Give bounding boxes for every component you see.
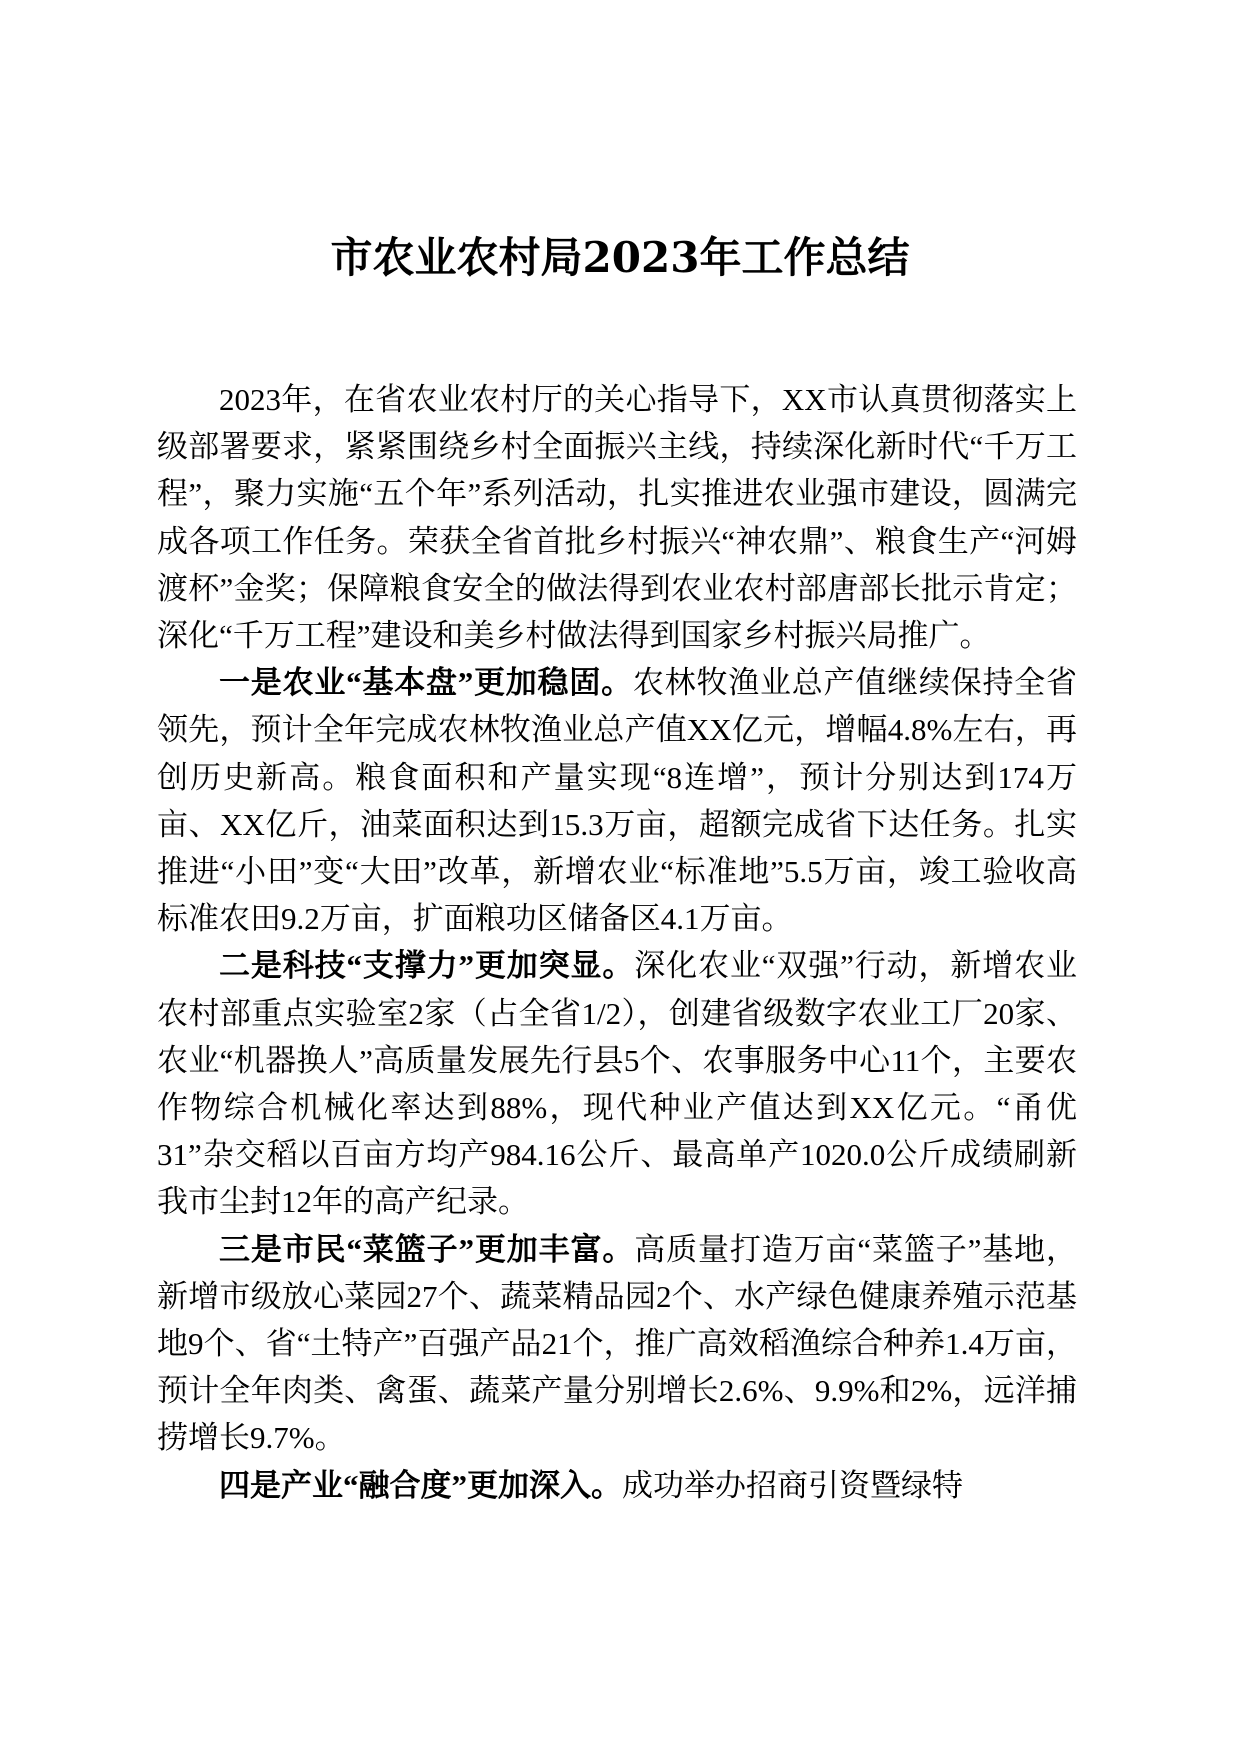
paragraph-lead: 一是农业“基本盘”更加稳固。: [219, 665, 633, 701]
document-title: 市农业农村局2023年工作总结: [330, 233, 910, 282]
paragraph-lead: 四是产业“融合度”更加深入。: [219, 1467, 622, 1503]
paragraph-lead: 二是科技“支撑力”更加突显。: [219, 948, 635, 984]
paragraph-text: 高质量打造万亩“菜篮子”基地，新增市级放心菜园27个、蔬菜精品园2个、水产绿色健康养殖示范基地9个、省“土特产”百强产品21个，推广高效稻渔综合种养1.4万亩，预计全年肉类、禽蛋、蔬菜产量分别增长2.6%、9.9%和2%，远洋捕捞增长9.7%。: [157, 1231, 1077, 1456]
paragraph-agriculture-base: [157, 659, 1077, 942]
paragraph-text: 2023年，在省农业农村厅的关心指导下，XX市认真贯彻落实上级部署要求，紧紧围绕乡村全面振兴主线，持续深化新时代“千万工程”，聚力实施“五个年”系列活动，扎实推进农业强市建设，圆满完成各项工作任务。荣获全省首批乡村振兴“神农鼎”、粮食生产“河姆渡杯”金奖；保障粮食安全的做法得到农业农村部唐部长批示肯定；深化“千万工程”建设和美乡村做法得到国家乡村振兴局推广。: [157, 382, 1077, 654]
paragraph-text: 农林牧渔业总产值继续保持全省领先，预计全年完成农林牧渔业总产值XX亿元，增幅4.8%左右，再创历史新高。粮食面积和产量实现“8连增”，预计分别达到174万亩、XX亿斤，油菜面积达到15.3万亩，超额完成省下达任务。扎实推进“小田”变“大田”改革，新增农业“标准地”5.5万亩，竣工验收高标准农田9.2万亩，扩面粮功区储备区4.1万亩。: [157, 665, 1078, 937]
paragraph-text: 成功举办招商引资暨绿特: [622, 1467, 963, 1503]
paragraph-intro: [157, 376, 1077, 659]
paragraph-text: 深化农业“双强”行动，新增农业农村部重点实验室2家（占全省1/2），创建省级数字农业工厂20家、农业“机器换人”高质量发展先行县5个、农事服务中心11个，主要农作物综合机械化率达到88%，现代种业产值达到XX亿元。“甬优31”杂交稻以百亩方均产984.16公斤、最高单产1020.0公斤成绩刷新我市尘封12年的高产纪录。: [157, 948, 1077, 1220]
paragraph-industry-integration: [157, 1462, 1077, 1509]
paragraph-tech-support: [157, 942, 1077, 1225]
paragraph-vegetable-basket: [157, 1226, 1077, 1462]
paragraph-lead: 三是市民“菜篮子”更加丰富。: [219, 1231, 635, 1267]
document-body: [157, 376, 1077, 1509]
